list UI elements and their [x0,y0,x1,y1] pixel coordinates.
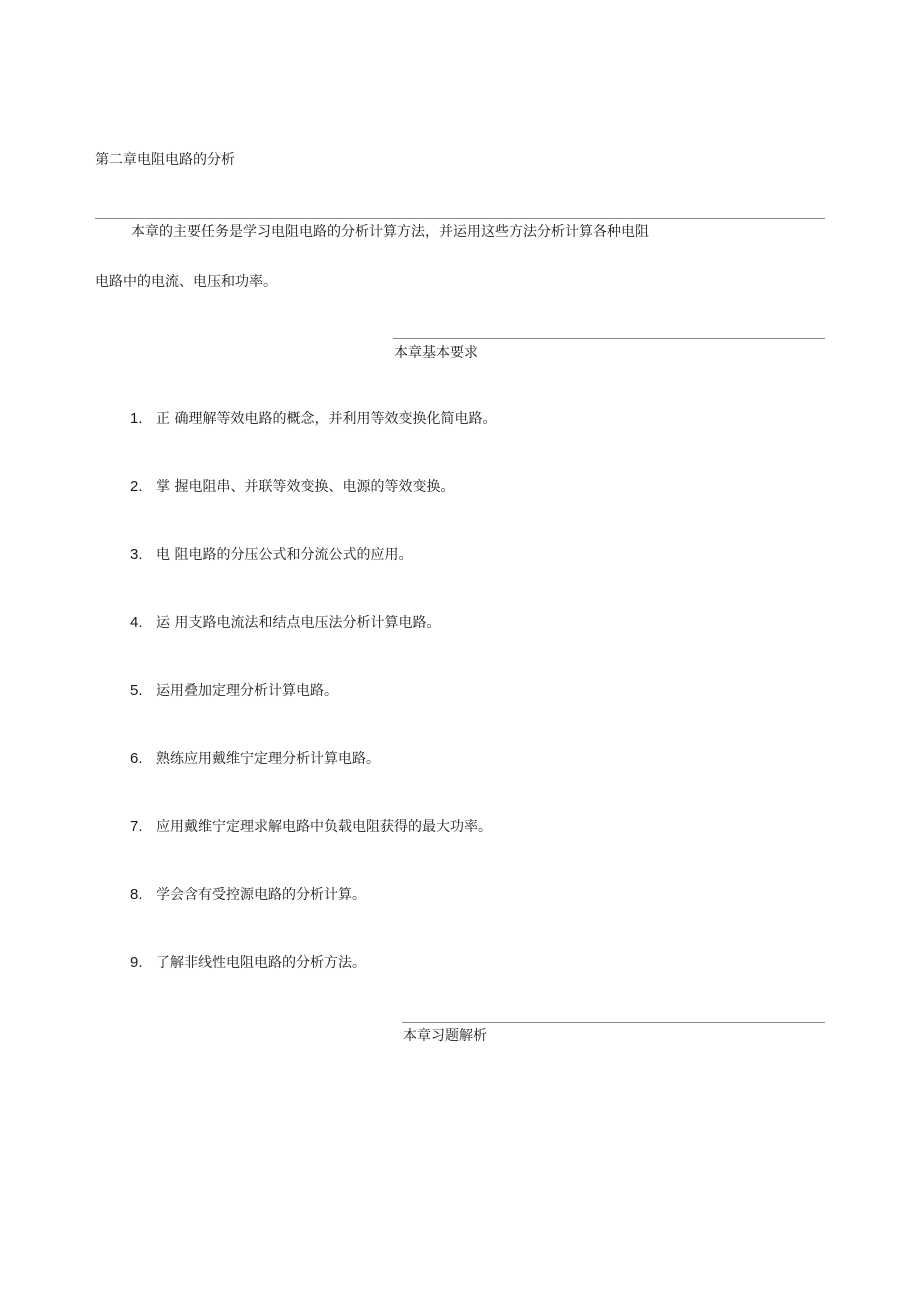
requirement-text: 熟练应用戴维宁定理分析计算电路。 [156,751,380,767]
requirement-number: 6. [130,750,143,767]
exercises-divider [402,1022,825,1023]
requirement-item [130,476,454,496]
requirement-item [130,884,366,904]
requirement-item [130,952,366,972]
requirements-heading: 本章基本要求 [394,345,478,361]
intro-paragraph-line-1: 本章的主要任务是学习电阻电路的分析计算方法，并运用这些方法分析计算各种电阻 [131,224,649,240]
requirement-number: 5. [130,682,143,699]
requirement-item [130,544,412,564]
requirement-text: 掌 握电阻串、并联等效变换、电源的等效变换。 [156,479,455,495]
requirement-item [130,408,496,428]
intro-paragraph-line-2: 电路中的电流、电压和功率。 [95,274,277,290]
requirement-text: 运用叠加定理分析计算电路。 [156,683,338,699]
requirement-item [130,748,380,768]
exercises-heading: 本章习题解析 [403,1028,487,1044]
requirement-text: 学会含有受控源电路的分析计算。 [156,887,366,903]
requirement-item [130,612,440,632]
requirement-text: 了解非线性电阻电路的分析方法。 [156,955,366,971]
requirement-item [130,680,338,700]
chapter-title: 第二章电阻电路的分析 [95,152,235,168]
requirement-number: 2. [130,478,143,495]
requirement-number: 1. [130,410,143,427]
requirement-text: 正 确理解等效电路的概念，并利用等效变换化简电路。 [156,411,497,427]
requirement-number: 9. [130,954,143,971]
requirement-text: 运 用支路电流法和结点电压法分析计算电路。 [156,615,441,631]
requirement-text: 电 阻电路的分压公式和分流公式的应用。 [156,547,413,563]
requirement-item [130,816,492,836]
requirement-number: 4. [130,614,143,631]
requirement-text: 应用戴维宁定理求解电路中负载电阻获得的最大功率。 [156,819,492,835]
requirements-divider [393,338,825,339]
requirement-number: 7. [130,818,143,835]
intro-divider [95,218,825,219]
requirement-number: 3. [130,546,143,563]
requirement-number: 8. [130,886,143,903]
